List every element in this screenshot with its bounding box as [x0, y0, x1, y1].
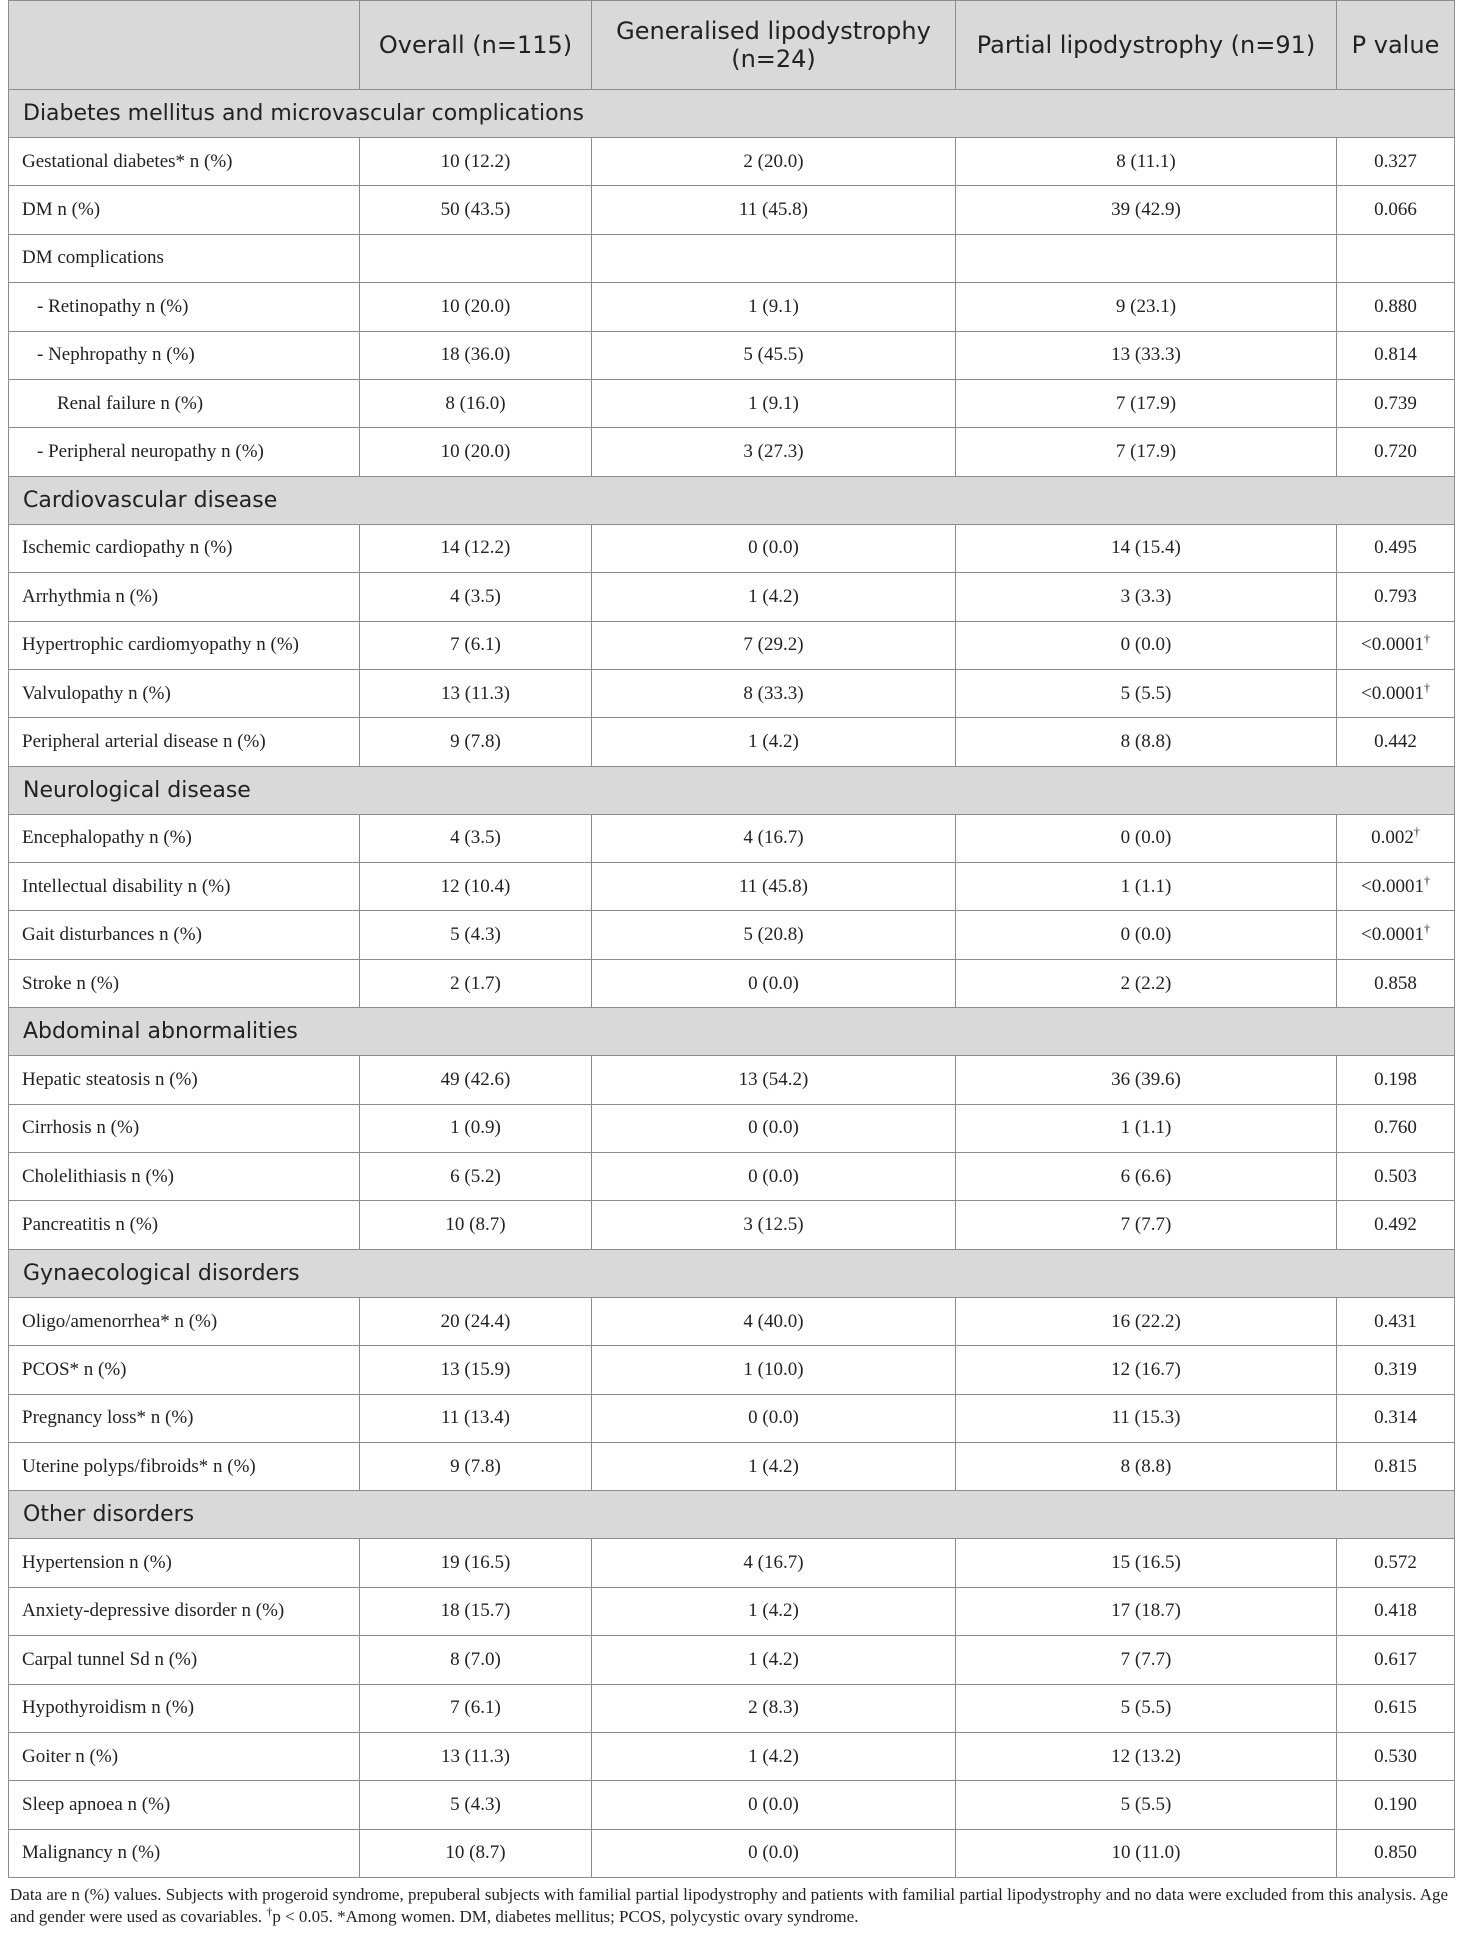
p-value-text: 0.319: [1374, 1358, 1417, 1380]
p-value-text: 0.442: [1374, 730, 1417, 752]
cell-partial: 17 (18.7): [956, 1587, 1337, 1635]
footnote-dagger: †: [266, 1904, 273, 1919]
cell-p-value: [1337, 1297, 1455, 1345]
cell-p-value: [1337, 1732, 1455, 1780]
cell-overall: 10 (20.0): [360, 428, 592, 476]
table-row: [9, 573, 1455, 621]
cell-p-value: [1337, 1781, 1455, 1829]
cell-overall: 13 (15.9): [360, 1346, 592, 1394]
table-row: [9, 524, 1455, 572]
cell-partial: 2 (2.2): [956, 959, 1337, 1007]
cell-generalised: 2 (8.3): [592, 1684, 956, 1732]
footnote-text-2: p < 0.05. *Among women. DM, diabetes mellitus; PCOS, polycystic ovary syndrome.: [272, 1907, 859, 1927]
table-row: [9, 1297, 1455, 1345]
row-label: Cholelithiasis n (%): [9, 1153, 360, 1201]
p-value-text: <0.0001: [1361, 682, 1424, 704]
cell-overall: 4 (3.5): [360, 814, 592, 862]
cell-overall: 18 (15.7): [360, 1587, 592, 1635]
row-label: PCOS* n (%): [9, 1346, 360, 1394]
cell-partial: 7 (17.9): [956, 379, 1337, 427]
cell-overall: 18 (36.0): [360, 331, 592, 379]
section-title: Other disorders: [9, 1491, 1455, 1539]
significance-dagger: †: [1423, 631, 1430, 646]
row-label: Pancreatitis n (%): [9, 1201, 360, 1249]
row-label: Carpal tunnel Sd n (%): [9, 1636, 360, 1684]
p-value-text: 0.858: [1374, 972, 1417, 994]
cell-generalised: 4 (16.7): [592, 1539, 956, 1587]
cell-generalised: 0 (0.0): [592, 524, 956, 572]
table-row: [9, 1201, 1455, 1249]
cell-p-value: [1337, 138, 1455, 186]
cell-partial: 3 (3.3): [956, 573, 1337, 621]
cell-overall: 10 (8.7): [360, 1201, 592, 1249]
cell-generalised: 1 (9.1): [592, 379, 956, 427]
row-label: Hepatic steatosis n (%): [9, 1056, 360, 1104]
cell-partial: 5 (5.5): [956, 1781, 1337, 1829]
header-row: [9, 1, 1455, 90]
p-value-text: 0.617: [1374, 1648, 1417, 1670]
table-row: [9, 186, 1455, 234]
cell-overall: [360, 234, 592, 282]
cell-partial: 7 (7.7): [956, 1636, 1337, 1684]
cell-partial: 0 (0.0): [956, 621, 1337, 669]
row-label: - Retinopathy n (%): [9, 283, 360, 331]
section-header-row: [9, 1491, 1455, 1539]
cell-p-value: [1337, 1539, 1455, 1587]
cell-overall: 9 (7.8): [360, 1442, 592, 1490]
cell-generalised: 4 (16.7): [592, 814, 956, 862]
section-title: Abdominal abnormalities: [9, 1008, 1455, 1056]
header-overall: Overall (n=115): [360, 1, 592, 90]
p-value-text: 0.572: [1374, 1552, 1417, 1574]
table-row: [9, 1346, 1455, 1394]
cell-partial: 12 (16.7): [956, 1346, 1337, 1394]
cell-p-value: [1337, 1587, 1455, 1635]
cell-p-value: [1337, 1829, 1455, 1877]
cell-overall: 4 (3.5): [360, 573, 592, 621]
row-label: Stroke n (%): [9, 959, 360, 1007]
table-row: [9, 138, 1455, 186]
cell-generalised: 11 (45.8): [592, 186, 956, 234]
cell-generalised: 0 (0.0): [592, 1153, 956, 1201]
p-value-text: 0.503: [1374, 1165, 1417, 1187]
cell-partial: 15 (16.5): [956, 1539, 1337, 1587]
table-row: [9, 1394, 1455, 1442]
header-generalised: Generalised lipodystrophy (n=24): [592, 1, 956, 90]
cell-partial: 39 (42.9): [956, 186, 1337, 234]
cell-p-value: [1337, 1684, 1455, 1732]
p-value-text: 0.814: [1374, 344, 1417, 366]
p-value-text: 0.418: [1374, 1600, 1417, 1622]
cell-generalised: 0 (0.0): [592, 1394, 956, 1442]
cell-p-value: [1337, 1346, 1455, 1394]
p-value-text: 0.327: [1374, 150, 1417, 172]
table-row: [9, 669, 1455, 717]
p-value-text: 0.066: [1374, 199, 1417, 221]
cell-overall: 13 (11.3): [360, 669, 592, 717]
cell-partial: 14 (15.4): [956, 524, 1337, 572]
comorbidities-table: [8, 0, 1455, 1878]
table-row: [9, 234, 1455, 282]
p-value-text: 0.190: [1374, 1794, 1417, 1816]
cell-generalised: 5 (20.8): [592, 911, 956, 959]
cell-overall: 14 (12.2): [360, 524, 592, 572]
table-row: [9, 1442, 1455, 1490]
cell-generalised: 1 (4.2): [592, 1587, 956, 1635]
row-label: Goiter n (%): [9, 1732, 360, 1780]
p-value-text: 0.720: [1374, 441, 1417, 463]
cell-p-value: [1337, 1201, 1455, 1249]
cell-p-value: [1337, 573, 1455, 621]
cell-overall: 8 (7.0): [360, 1636, 592, 1684]
cell-partial: 1 (1.1): [956, 1104, 1337, 1152]
cell-partial: 6 (6.6): [956, 1153, 1337, 1201]
cell-overall: 20 (24.4): [360, 1297, 592, 1345]
p-value-text: 0.198: [1374, 1068, 1417, 1090]
cell-p-value: [1337, 1442, 1455, 1490]
cell-overall: 12 (10.4): [360, 863, 592, 911]
table-row: [9, 1056, 1455, 1104]
cell-p-value: [1337, 1056, 1455, 1104]
row-label: DM complications: [9, 234, 360, 282]
row-label: DM n (%): [9, 186, 360, 234]
table-row: [9, 814, 1455, 862]
header-p-value: P value: [1337, 1, 1455, 90]
cell-overall: 10 (20.0): [360, 283, 592, 331]
cell-generalised: 1 (4.2): [592, 573, 956, 621]
p-value-text: 0.739: [1374, 392, 1417, 414]
cell-p-value: [1337, 283, 1455, 331]
row-label: Cirrhosis n (%): [9, 1104, 360, 1152]
p-value-text: <0.0001: [1361, 924, 1424, 946]
header-partial: Partial lipodystrophy (n=91): [956, 1, 1337, 90]
cell-p-value: [1337, 524, 1455, 572]
table-row: [9, 1781, 1455, 1829]
table-row: [9, 718, 1455, 766]
cell-partial: 8 (11.1): [956, 138, 1337, 186]
row-label: - Nephropathy n (%): [9, 331, 360, 379]
cell-p-value: [1337, 234, 1455, 282]
cell-partial: 7 (17.9): [956, 428, 1337, 476]
table-row: [9, 1636, 1455, 1684]
table-row: [9, 379, 1455, 427]
section-title: Cardiovascular disease: [9, 476, 1455, 524]
cell-generalised: 2 (20.0): [592, 138, 956, 186]
cell-partial: [956, 234, 1337, 282]
section-header-row: [9, 1008, 1455, 1056]
table-row: [9, 959, 1455, 1007]
table-row: [9, 1684, 1455, 1732]
header-label-col: [9, 1, 360, 90]
cell-partial: 1 (1.1): [956, 863, 1337, 911]
cell-partial: 8 (8.8): [956, 1442, 1337, 1490]
cell-overall: 5 (4.3): [360, 1781, 592, 1829]
cell-generalised: 4 (40.0): [592, 1297, 956, 1345]
cell-p-value: [1337, 814, 1455, 862]
p-value-text: <0.0001: [1361, 634, 1424, 656]
cell-partial: 9 (23.1): [956, 283, 1337, 331]
cell-p-value: [1337, 186, 1455, 234]
cell-generalised: 5 (45.5): [592, 331, 956, 379]
p-value-text: <0.0001: [1361, 875, 1424, 897]
cell-generalised: 1 (4.2): [592, 718, 956, 766]
section-title: Gynaecological disorders: [9, 1249, 1455, 1297]
row-label: Hypertension n (%): [9, 1539, 360, 1587]
cell-overall: 19 (16.5): [360, 1539, 592, 1587]
cell-overall: 2 (1.7): [360, 959, 592, 1007]
table-row: [9, 1587, 1455, 1635]
cell-generalised: [592, 234, 956, 282]
cell-partial: 13 (33.3): [956, 331, 1337, 379]
significance-dagger: †: [1423, 921, 1430, 936]
table-row: [9, 1104, 1455, 1152]
cell-generalised: 3 (27.3): [592, 428, 956, 476]
cell-generalised: 1 (4.2): [592, 1442, 956, 1490]
cell-p-value: [1337, 379, 1455, 427]
cell-generalised: 13 (54.2): [592, 1056, 956, 1104]
table-row: [9, 1732, 1455, 1780]
cell-overall: 7 (6.1): [360, 621, 592, 669]
significance-dagger: †: [1413, 825, 1420, 840]
row-label: Valvulopathy n (%): [9, 669, 360, 717]
cell-overall: 10 (12.2): [360, 138, 592, 186]
cell-partial: 0 (0.0): [956, 911, 1337, 959]
row-label: Renal failure n (%): [9, 379, 360, 427]
cell-partial: 5 (5.5): [956, 669, 1337, 717]
cell-partial: 12 (13.2): [956, 1732, 1337, 1780]
cell-p-value: [1337, 1394, 1455, 1442]
p-value-text: 0.314: [1374, 1407, 1417, 1429]
p-value-text: 0.815: [1374, 1455, 1417, 1477]
cell-generalised: 0 (0.0): [592, 1781, 956, 1829]
cell-p-value: [1337, 1153, 1455, 1201]
cell-overall: 5 (4.3): [360, 911, 592, 959]
cell-generalised: 0 (0.0): [592, 1104, 956, 1152]
cell-generalised: 8 (33.3): [592, 669, 956, 717]
section-header-row: [9, 1249, 1455, 1297]
section-title: Diabetes mellitus and microvascular complications: [9, 90, 1455, 138]
section-title: Neurological disease: [9, 766, 1455, 814]
cell-generalised: 11 (45.8): [592, 863, 956, 911]
cell-partial: 7 (7.7): [956, 1201, 1337, 1249]
row-label: Oligo/amenorrhea* n (%): [9, 1297, 360, 1345]
row-label: Gestational diabetes* n (%): [9, 138, 360, 186]
cell-p-value: [1337, 863, 1455, 911]
row-label: Uterine polyps/fibroids* n (%): [9, 1442, 360, 1490]
cell-p-value: [1337, 1104, 1455, 1152]
row-label: Peripheral arterial disease n (%): [9, 718, 360, 766]
table-row: [9, 1539, 1455, 1587]
cell-p-value: [1337, 331, 1455, 379]
cell-generalised: 1 (4.2): [592, 1732, 956, 1780]
cell-overall: 50 (43.5): [360, 186, 592, 234]
cell-p-value: [1337, 959, 1455, 1007]
cell-p-value: [1337, 621, 1455, 669]
cell-partial: 11 (15.3): [956, 1394, 1337, 1442]
p-value-text: 0.431: [1374, 1310, 1417, 1332]
cell-overall: 8 (16.0): [360, 379, 592, 427]
cell-p-value: [1337, 1636, 1455, 1684]
cell-partial: 8 (8.8): [956, 718, 1337, 766]
p-value-text: 0.002: [1371, 827, 1414, 849]
row-label: Hypertrophic cardiomyopathy n (%): [9, 621, 360, 669]
table-body: [9, 90, 1455, 1878]
cell-overall: 1 (0.9): [360, 1104, 592, 1152]
p-value-text: 0.760: [1374, 1117, 1417, 1139]
p-value-text: 0.615: [1374, 1697, 1417, 1719]
cell-overall: 6 (5.2): [360, 1153, 592, 1201]
cell-partial: 0 (0.0): [956, 814, 1337, 862]
row-label: Intellectual disability n (%): [9, 863, 360, 911]
cell-generalised: 0 (0.0): [592, 1829, 956, 1877]
cell-generalised: 3 (12.5): [592, 1201, 956, 1249]
table-row: [9, 911, 1455, 959]
cell-partial: 36 (39.6): [956, 1056, 1337, 1104]
table-row: [9, 331, 1455, 379]
footnote-text-1: Data are n (%) values. Subjects with progeroid syndrome, prepuberal subjects with familial partial lipodystrophy and patients with familial partial lipodystrophy and no data were excluded from this analysis. Age and gender were used as covariables.: [10, 1885, 1449, 1927]
p-value-text: 0.850: [1374, 1842, 1417, 1864]
section-header-row: [9, 766, 1455, 814]
cell-generalised: 7 (29.2): [592, 621, 956, 669]
row-label: Arrhythmia n (%): [9, 573, 360, 621]
section-header-row: [9, 476, 1455, 524]
cell-p-value: [1337, 669, 1455, 717]
cell-p-value: [1337, 428, 1455, 476]
table-row: [9, 283, 1455, 331]
table-row: [9, 621, 1455, 669]
cell-partial: 5 (5.5): [956, 1684, 1337, 1732]
cell-overall: 49 (42.6): [360, 1056, 592, 1104]
cell-overall: 7 (6.1): [360, 1684, 592, 1732]
row-label: - Peripheral neuropathy n (%): [9, 428, 360, 476]
row-label: Encephalopathy n (%): [9, 814, 360, 862]
row-label: Malignancy n (%): [9, 1829, 360, 1877]
p-value-text: 0.495: [1374, 537, 1417, 559]
cell-partial: 16 (22.2): [956, 1297, 1337, 1345]
row-label: Pregnancy loss* n (%): [9, 1394, 360, 1442]
p-value-text: 0.530: [1374, 1745, 1417, 1767]
cell-generalised: 1 (10.0): [592, 1346, 956, 1394]
cell-generalised: 1 (9.1): [592, 283, 956, 331]
cell-partial: 10 (11.0): [956, 1829, 1337, 1877]
cell-overall: 10 (8.7): [360, 1829, 592, 1877]
table-row: [9, 1829, 1455, 1877]
row-label: Ischemic cardiopathy n (%): [9, 524, 360, 572]
cell-overall: 11 (13.4): [360, 1394, 592, 1442]
table-row: [9, 1153, 1455, 1201]
cell-overall: 13 (11.3): [360, 1732, 592, 1780]
p-value-text: 0.880: [1374, 295, 1417, 317]
cell-generalised: 1 (4.2): [592, 1636, 956, 1684]
row-label: Sleep apnoea n (%): [9, 1781, 360, 1829]
table-row: [9, 863, 1455, 911]
p-value-text: 0.793: [1374, 585, 1417, 607]
row-label: Gait disturbances n (%): [9, 911, 360, 959]
section-header-row: [9, 90, 1455, 138]
table-footnote: [8, 1884, 1454, 1928]
significance-dagger: †: [1423, 680, 1430, 695]
p-value-text: 0.492: [1374, 1214, 1417, 1236]
row-label: Anxiety-depressive disorder n (%): [9, 1587, 360, 1635]
cell-p-value: [1337, 911, 1455, 959]
document-page: [8, 0, 1454, 1928]
cell-overall: 9 (7.8): [360, 718, 592, 766]
cell-p-value: [1337, 718, 1455, 766]
row-label: Hypothyroidism n (%): [9, 1684, 360, 1732]
significance-dagger: †: [1423, 873, 1430, 888]
table-row: [9, 428, 1455, 476]
cell-generalised: 0 (0.0): [592, 959, 956, 1007]
